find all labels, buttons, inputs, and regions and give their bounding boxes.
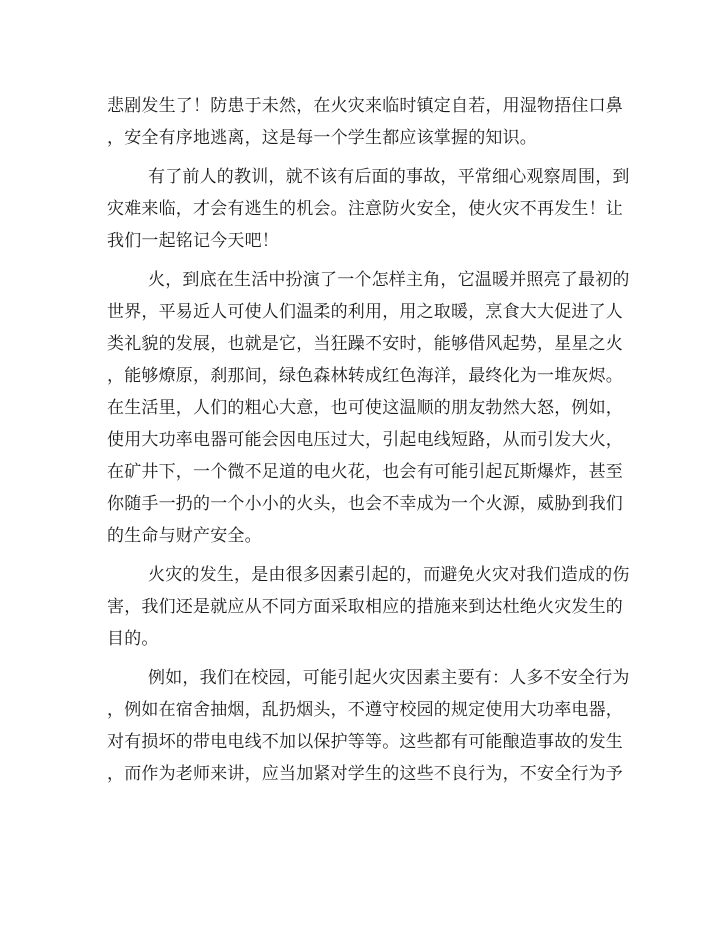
text-line: 例如，我们在校园，可能引起火灾因素主要有：人多不安全行为	[148, 668, 630, 688]
text-line: 使用大功率电器可能会因电压过大，引起电线短路，从而引发大火，	[107, 430, 623, 450]
text-line: 灾难来临，才会有逃生的机会。注意防火安全，使火灾不再发生！让	[107, 199, 623, 219]
text-line: ，安全有序地逃离，这是每一个学生都应该掌握的知识。	[107, 128, 537, 148]
text-line: 害，我们还是就应从不同方面采取相应的措施来到达杜绝火灾发生的	[107, 597, 623, 617]
text-line: 类礼貌的发展，也就是它，当狂躁不安时，能够借风起势，星星之火	[107, 334, 623, 354]
text-line: 我们一起铭记今天吧！	[107, 231, 279, 251]
text-line: 在生活里，人们的粗心大意，也可使这温顺的朋友勃然大怒，例如，	[107, 398, 623, 418]
text-line: 的生命与财产安全。	[107, 526, 262, 546]
text-line: ，能够燎原，刹那间，绿色森林转成红色海洋，最终化为一堆灰烬。	[107, 366, 623, 386]
text-line: ，例如在宿舍抽烟，乱扔烟头，不遵守校园的规定使用大功率电器，	[107, 700, 623, 720]
text-line: 悲剧发生了！防患于未然，在火灾来临时镇定自若，用湿物捂住口鼻	[107, 96, 623, 116]
text-line: 火，到底在生活中扮演了一个怎样主角，它温暖并照亮了最初的	[148, 270, 630, 290]
text-line: 目的。	[107, 629, 159, 649]
text-line: 对有损坏的带电电线不加以保护等等。这些都有可能酿造事故的发生	[107, 732, 623, 752]
text-line: 世界，平易近人可使人们温柔的利用，用之取暖，烹食大大促进了人	[107, 302, 623, 322]
text-line: ，而作为老师来讲，应当加紧对学生的这些不良行为，不安全行为予	[107, 764, 623, 784]
text-line: 在矿井下，一个微不足道的电火花，也会有可能引起瓦斯爆炸，甚至	[107, 462, 623, 482]
text-line: 火灾的发生，是由很多因素引起的，而避免火灾对我们造成的伤	[148, 565, 630, 585]
text-line: 你随手一扔的一个小小的火头，也会不幸成为一个火源，威胁到我们	[107, 494, 623, 514]
text-line: 有了前人的教训，就不该有后面的事故，平常细心观察周围，到	[148, 167, 630, 187]
